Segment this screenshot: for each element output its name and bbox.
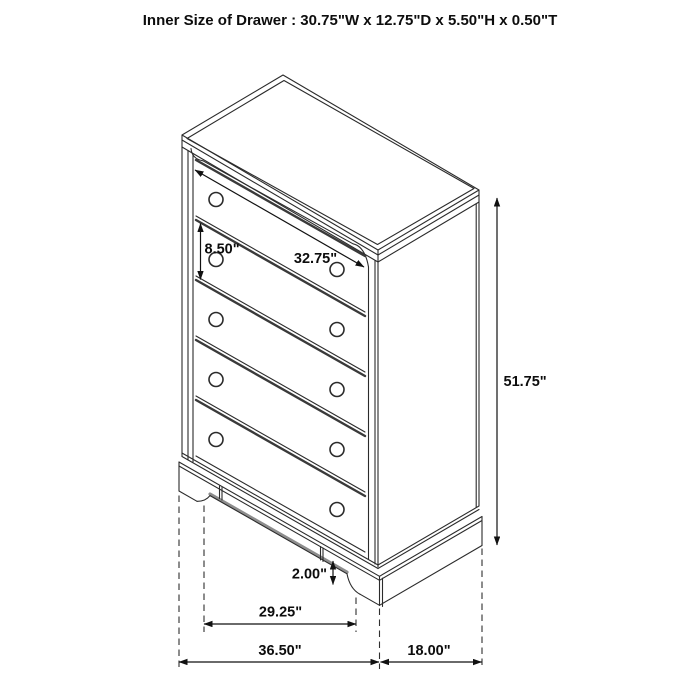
base-molding-accent <box>210 494 347 572</box>
dimension-base-clearance <box>204 605 356 625</box>
dimension-overall-height <box>497 198 547 545</box>
drawer-knob <box>330 443 344 457</box>
drawer-knob <box>330 323 344 337</box>
dimension-overall-depth <box>381 643 482 662</box>
drawer-knob <box>209 433 223 447</box>
dimension-label-overall-depth: 18.00" <box>407 643 451 659</box>
dimension-overall-width <box>179 643 379 662</box>
dimension-label-drawer-height: 8.50" <box>204 241 240 258</box>
base-arch-right <box>347 574 360 594</box>
base-arch-left <box>197 496 210 502</box>
drawer-knob <box>209 373 223 387</box>
drawer-knob <box>330 383 344 397</box>
dimension-label-foot-height: 2.00" <box>291 566 327 583</box>
dimension-foot-height <box>292 561 333 585</box>
drawer-knob <box>209 313 223 327</box>
dimension-label-drawer-width: 32.75" <box>293 251 338 267</box>
dimension-label-overall-width: 36.50" <box>258 643 302 659</box>
chest-side-panel <box>378 202 479 569</box>
chest-front-frame <box>182 147 378 569</box>
dimension-label-overall-height: 51.75" <box>503 374 547 390</box>
dimension-drawer-height <box>201 224 240 280</box>
drawer-knob <box>209 193 223 207</box>
drawer-knob <box>330 503 344 517</box>
page-title: Inner Size of Drawer : 30.75"W x 12.75"D x 5.50"H x 0.50"T <box>142 12 558 29</box>
dimension-label-base-clearance: 29.25" <box>258 604 303 621</box>
